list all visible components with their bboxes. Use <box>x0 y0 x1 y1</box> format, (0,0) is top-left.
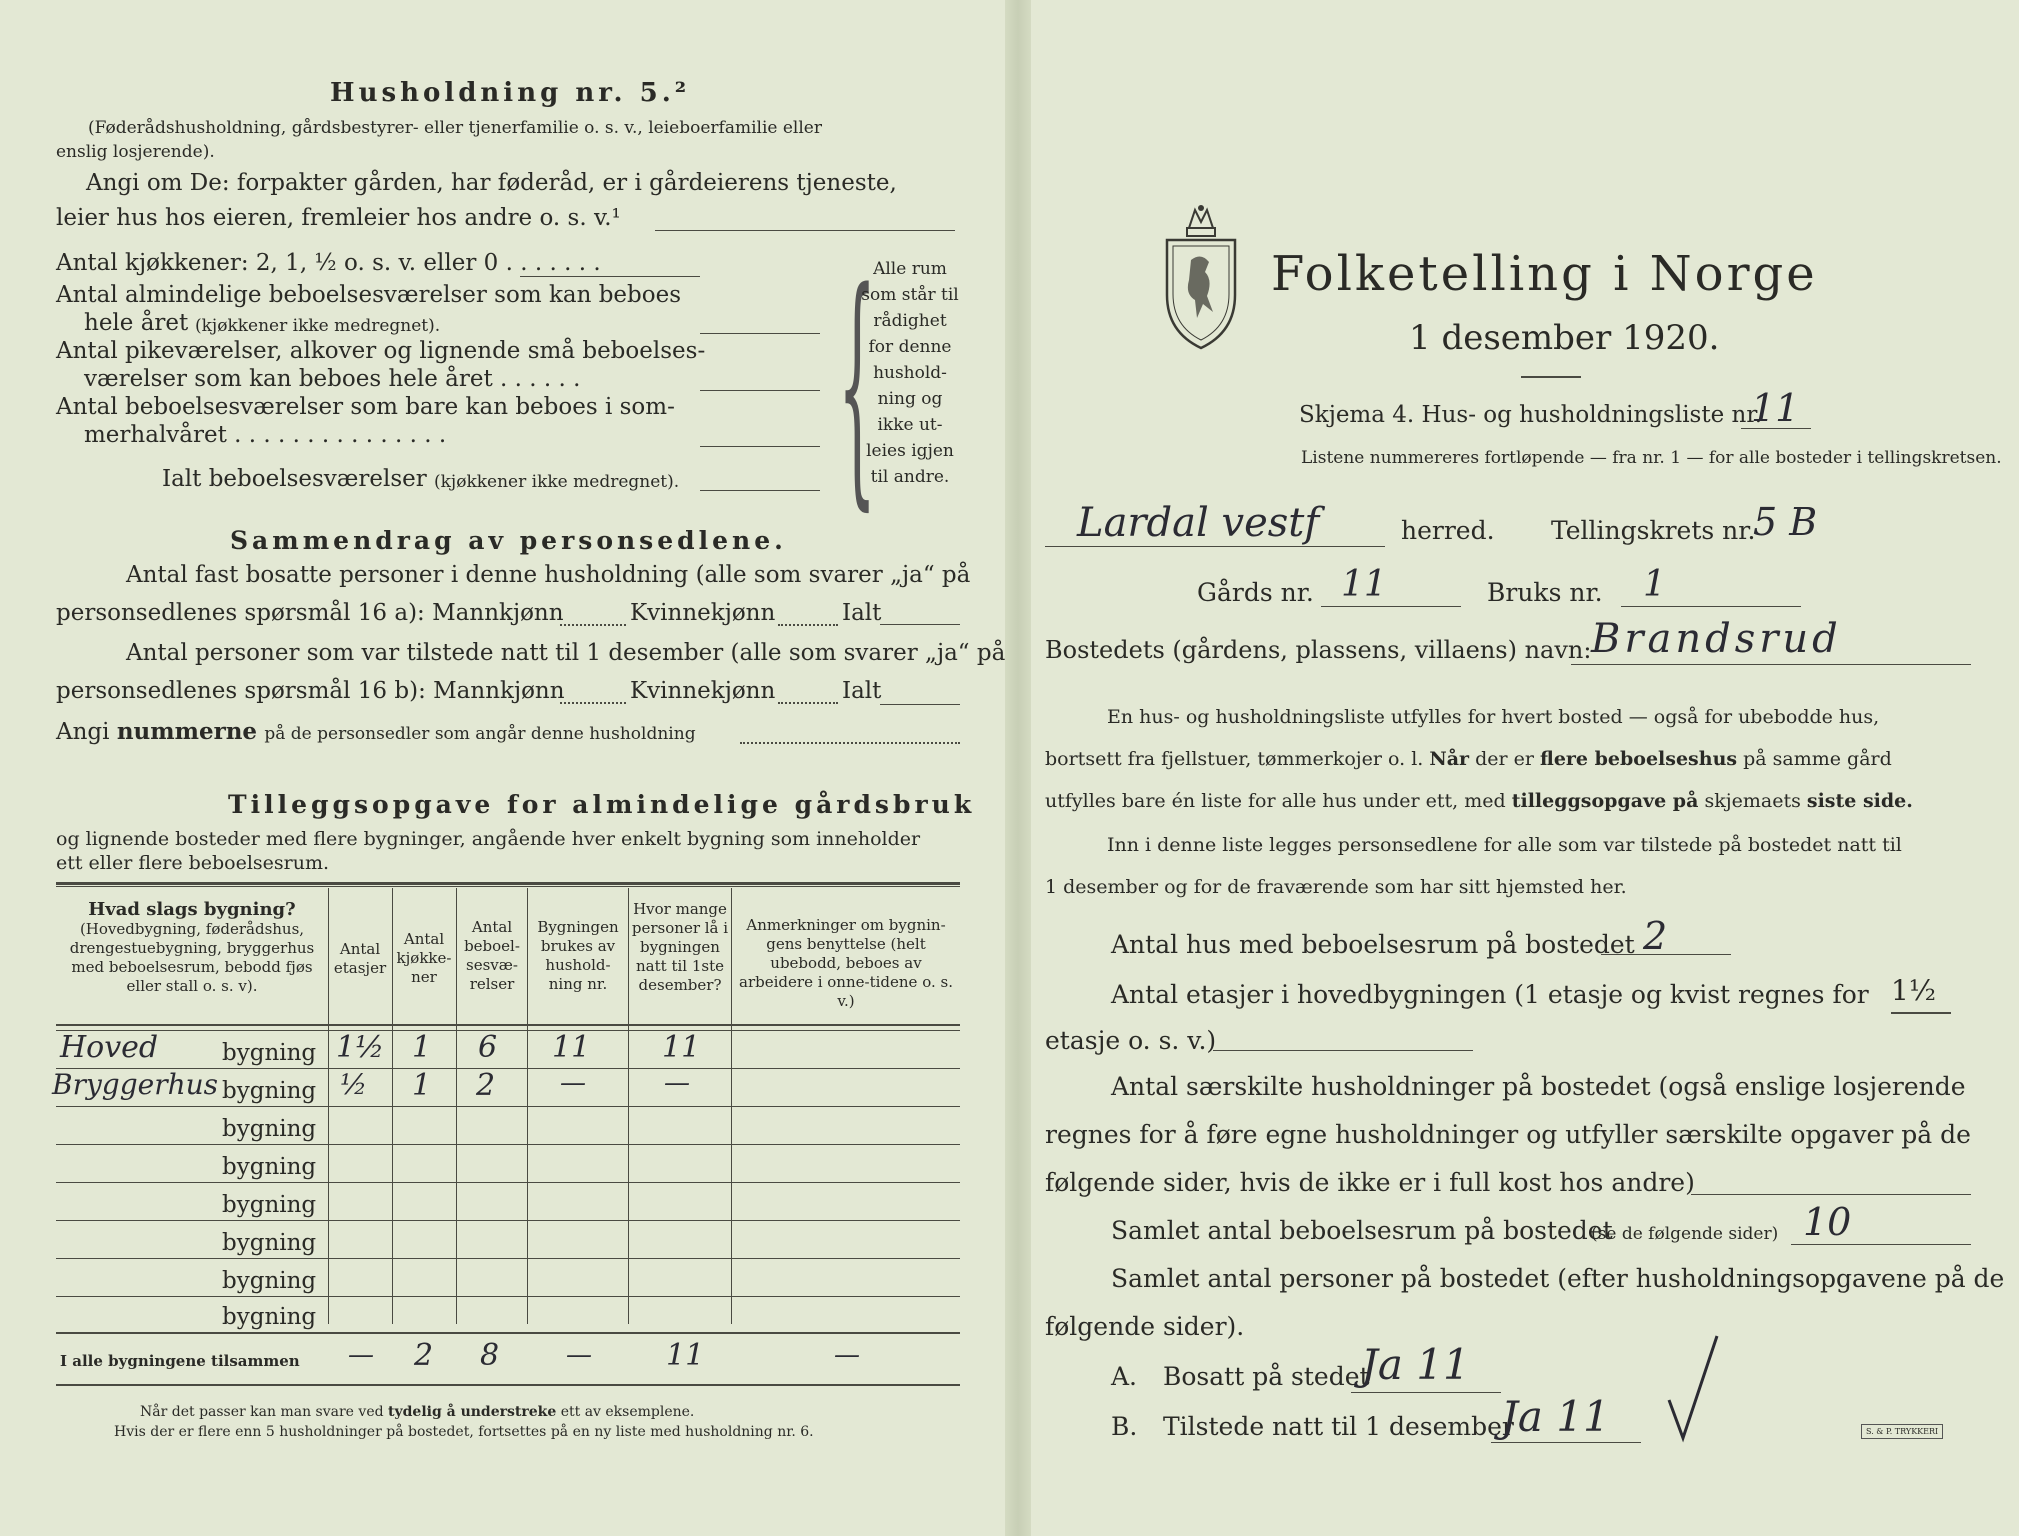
summary-female-1: Kvinnekjønn <box>630 600 776 626</box>
resident-label-letter: A. <box>1111 1362 1138 1391</box>
households-line-3: følgende sider, hvis de ikke er i full kost hos andre) <box>1045 1168 1695 1197</box>
right-page <box>1031 0 2019 1536</box>
col-persons-head: Hvor mange personer lå i bygningen natt til 1ste desember? <box>631 900 729 994</box>
bostedet-value: Brandsrud <box>1591 616 1842 662</box>
col-floors-head: Antal etasjer <box>333 940 387 977</box>
printer-stamp: S. & P. TRYKKERI <box>1861 1424 1943 1439</box>
left-page: Husholdning nr. 5.² (Føderådshusholdning, gårdsbestyrer- eller tjenerfamilie o. s. v., leieboerfamilie eller enslig losjerende). Angi om De: forpakter gården, har føderåd, er i gårdeierens tjeneste, leier hus hos eieren, fremleier hos andre o. s. v.¹ Antal kjøkkener: 2, 1, ½ o. s. v. eller 0 . . . . . . . Antal almindelige beboelsesværelser som kan beboes hele året (kjøkkener ikke medregnet). Antal pikeværelser, alkover og lignende små beboelses- værelser som kan beboes hele året . . . . . . Antal beboelsesværelser som bare kan beboes i som- merhalvåret . . . . . . . . . . . . . . . Ialt beboelsesværelser (kjøkkener ikke medregnet). { Alle rum som står til rådighet for denne hushold- ning og ikke ut- leies igjen til andre. Sammendrag av personsedlene. Antal fast bosatte personer i denne husholdning (alle som svarer „ja“ på personsedlenes spørsmål 16 a): Mannkjønn Kvinnekjønn Ialt Antal personer som var tilstede natt til 1 desember (alle som svarer „ja“ på personsedlenes spørsmål 16 b): Mannkjønn Kvinnekjønn Ialt Angi nummerne på de personsedler som angår denne husholdning Tilleggsopgave for almindelige gårdsbruk og lignende bosteder med flere bygninger, angående hver enkelt bygning som inneholder ett eller flere beboelsesrum. Hvad slags bygning? (Hovedbygning, føderådshus, drengestuebygning, bryggerhus med beboelsesrum, bebodd fjøs eller stall o. s. v). Antal etasjer Antal kjøkke-ner Antal beboel-sesvæ-relser Bygningen brukes av hushold-ning nr. Hvor mange personer lå i bygningen natt til 1ste desember? Anmerkninger om bygnin-gens benyttelse (helt ubebodd, beboes av arbeidere i onne-tidene o. s. v.) Hoved bygning 1½ 1 6 11 11 Bryggerhus bygning ½ 1 2 — — bygning bygning bygning bygning bygning bygning I alle bygningene tilsammen — 2 8 — 11 — Når det passer kan man svare ved tydelig å understreke ett av eksemplene. Hvis der er flere enn 5 husholdninger på bostedet, fortsettes på en ny liste med husholdning nr. 6. <box>52 78 1006 1440</box>
col-rooms-head: Antal beboel-sesvæ-relser <box>464 918 520 993</box>
total-persons-line-1: Samlet antal personer på bostedet (efter husholdningsopgavene på de <box>1111 1264 2005 1293</box>
angi-line-1: Angi om De: forpakter gården, har føderåd, er i gårdeierens tjeneste, <box>86 170 897 196</box>
listene-note: Listene nummereres fortløpende — fra nr. 1 — for alle bosteder i tellingskretsen. <box>1301 448 2002 468</box>
houses-value: 2 <box>1643 914 1668 958</box>
instruction-1b: bortsett fra fjellstuer, tømmerkojer o. l. Når der er flere beboelseshus på samme gård <box>1045 748 1892 770</box>
brace: { <box>838 241 877 535</box>
summary-total-1: Ialt <box>842 600 882 626</box>
floors-label: Antal etasjer i hovedbygningen (1 etasje og kvist regnes for <box>1111 980 1869 1009</box>
tellingskrets-value: 5 B <box>1753 500 1818 544</box>
summary-line-4: personsedlenes spørsmål 16 b): Mannkjønn <box>56 678 565 704</box>
bostedet-label: Bostedets (gårdens, plassens, villaens) navn: <box>1045 636 1592 664</box>
col-kitchens-head: Antal kjøkke-ner <box>396 930 452 986</box>
summary-line-5: Angi nummerne på de personsedler som angår denne husholdning <box>56 718 696 745</box>
floors-fraction: 1½ <box>1891 974 1936 1007</box>
resident-label: Bosatt på stedet <box>1163 1362 1370 1391</box>
footnote-1: Når det passer kan man svare ved tydelig å understreke ett av eksemplene. <box>140 1404 695 1420</box>
summary-female-2: Kvinnekjønn <box>630 678 776 704</box>
table-row: bygning <box>222 1192 317 1218</box>
bruks-label: Bruks nr. <box>1487 578 1603 607</box>
gards-value: 11 <box>1341 564 1387 605</box>
instruction-2b: 1 desember og for de fraværende som har sitt hjemsted her. <box>1045 876 1627 898</box>
summary-line-3: Antal personer som var tilstede natt til 1 desember (alle som svarer „ja“ på <box>126 640 1006 666</box>
maid-rooms-line-2: værelser som kan beboes hele året . . . . . . <box>84 366 581 392</box>
present-label: Tilstede natt til 1 desember <box>1163 1412 1514 1441</box>
summary-total-2: Ialt <box>842 678 882 704</box>
col-building-type-head: Hvad slags bygning? (Hovedbygning, føderådshus, drengestuebygning, bryggerhus med beboelsesrum, bebodd fjøs eller stall o. s. v). <box>69 899 315 995</box>
households-line-2: regnes for å føre egne husholdninger og utfyller særskilte opgaver på de <box>1045 1120 1971 1149</box>
schema-line: Skjema 4. Hus- og husholdningsliste nr. <box>1299 402 1763 428</box>
tellingskrets-label: Tellingskrets nr. <box>1551 516 1756 545</box>
total-rooms-note: (kjøkkener ikke medregnet). <box>434 472 680 492</box>
summary-line-2: personsedlenes spørsmål 16 a): Mannkjønn <box>56 600 564 626</box>
present-value: Ja 11 <box>1501 1392 1610 1441</box>
census-title: Folketelling i Norge <box>1271 246 1818 302</box>
instruction-1a: En hus- og husholdningsliste utfylles for hvert bosted — også for ubebodde hus, <box>1107 706 1880 728</box>
table-row: bygning <box>222 1116 317 1142</box>
total-rooms-value: 10 <box>1803 1200 1852 1244</box>
instruction-1c: utfylles bare én liste for alle hus under ett, med tilleggsopgave på skjemaets siste side. <box>1045 790 1913 812</box>
herred-label: herred. <box>1401 516 1495 545</box>
houses-label: Antal hus med beboelsesrum på bostedet <box>1111 930 1635 959</box>
col-remarks-head: Anmerkninger om bygnin-gens benyttelse (helt ubebodd, beboes av arbeidere i onne-tidene o. s. v.) <box>739 916 953 1010</box>
coat-of-arms-icon <box>1161 200 1241 350</box>
supplement-line-2: ett eller flere beboelsesrum. <box>56 852 330 874</box>
summary-line-1: Antal fast bosatte personer i denne husholdning (alle som svarer „ja“ på <box>126 562 971 588</box>
summary-title: Sammendrag av personsedlene. <box>230 526 787 555</box>
col-household-head: Bygningen brukes av hushold-ning nr. <box>537 918 619 993</box>
present-label-letter: B. <box>1111 1412 1138 1441</box>
schema-number: 11 <box>1751 386 1800 430</box>
page-fold <box>1005 0 1031 1536</box>
total-persons-line-2: følgende sider). <box>1045 1312 1245 1341</box>
footnote-2: Hvis der er flere enn 5 husholdninger på bostedet, fortsettes på en ny liste med husholdning nr. 6. <box>114 1424 814 1440</box>
gards-label: Gårds nr. <box>1197 578 1314 607</box>
maid-rooms-line-1: Antal pikeværelser, alkover og lignende små beboelses- <box>56 338 706 364</box>
total-rooms-label: Ialt beboelsesværelser <box>162 466 427 492</box>
table-row: bygning <box>222 1230 317 1256</box>
resident-value: Ja 11 <box>1361 1340 1470 1389</box>
instruction-2a: Inn i denne liste legges personsedlene for alle som var tilstede på bostedet natt til <box>1107 834 1902 856</box>
herred-value: Lardal vestf <box>1077 500 1320 546</box>
households-line-1: Antal særskilte husholdninger på bostedet (også enslige losjerende <box>1111 1072 1966 1101</box>
supplement-line-1: og lignende bosteder med flere bygninger, angående hver enkelt bygning som inneholder <box>56 828 921 850</box>
checkmark-icon <box>1665 1330 1725 1450</box>
total-rooms-note: (se de følgende sider) <box>1591 1224 1779 1244</box>
summer-rooms-line-1: Antal beboelsesværelser som bare kan beboes i som- <box>56 394 675 420</box>
bruks-value: 1 <box>1643 564 1666 605</box>
summer-rooms-line-2: merhalvåret . . . . . . . . . . . . . . . <box>84 422 447 448</box>
intro-paren-2: enslig losjerende). <box>56 142 215 162</box>
floors-label-2: etasje o. s. v.) <box>1045 1026 1217 1055</box>
rooms-line-1: Antal almindelige beboelsesværelser som kan beboes <box>56 282 682 308</box>
table-row: bygning <box>222 1268 317 1294</box>
intro-paren: (Føderådshusholdning, gårdsbestyrer- eller tjenerfamilie o. s. v., leieboerfamilie eller <box>88 118 822 138</box>
angi-line-2: leier hus hos eieren, fremleier hos andre o. s. v.¹ <box>56 205 621 231</box>
supplement-title: Tilleggsopgave for almindelige gårdsbruk <box>228 790 976 819</box>
rooms-line-2b: (kjøkkener ikke medregnet). <box>195 316 441 336</box>
rooms-line-2: hele året <box>84 310 189 336</box>
census-date: 1 desember 1920. <box>1409 318 1720 358</box>
household-title: Husholdning nr. 5.² <box>330 78 691 108</box>
kitchens-line: Antal kjøkkener: 2, 1, ½ o. s. v. eller 0 . . . . . . . <box>56 250 601 276</box>
table-row: bygning <box>222 1154 317 1180</box>
brace-note: Alle rum som står til rådighet for denne hushold- ning og ikke ut- leies igjen til andre. <box>861 259 959 487</box>
table-row: bygning <box>222 1304 317 1330</box>
total-rooms-label: Samlet antal beboelsesrum på bostedet <box>1111 1216 1613 1245</box>
